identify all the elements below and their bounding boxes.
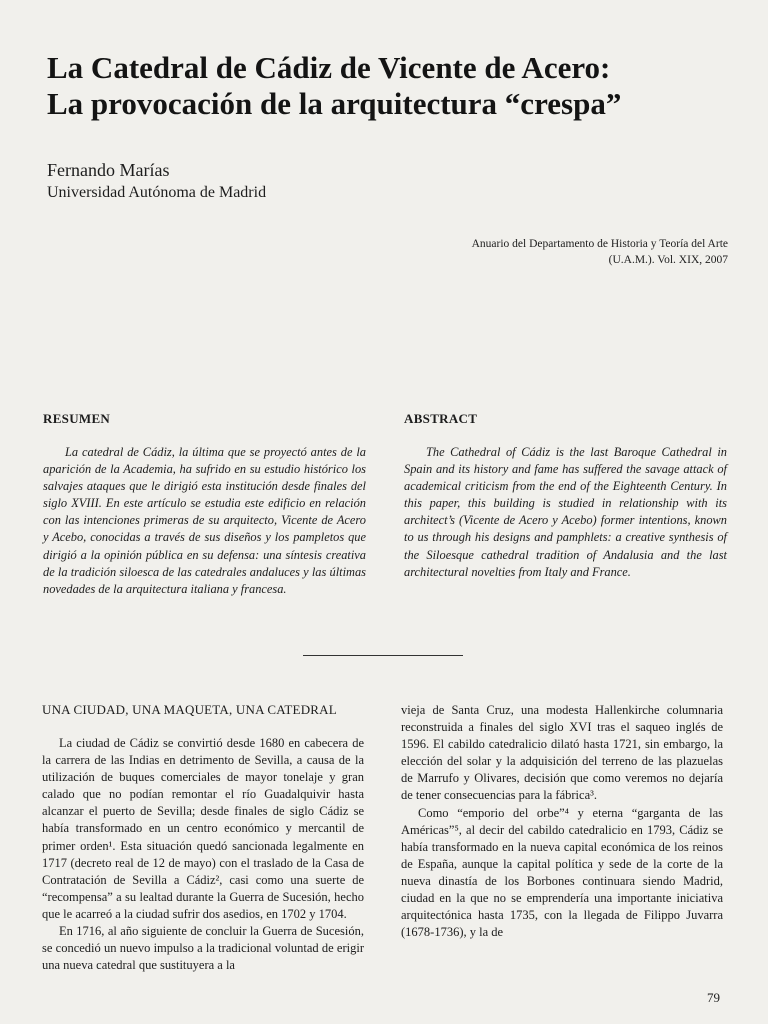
section-divider [303, 655, 463, 656]
resumen-text: La catedral de Cádiz, la última que se proyectó antes de la aparición de la Academia, ha sufrido en su estudio histórico los salvajes ataques que le dirigió esta institución desde finales del siglo XVIII. En este artículo se estudia este edificio en relación con las intenciones primeras de su arquitecto, Vicente de Acero y Acebo, conocidas a través de sus diseños y los pampletos que dirigió a la opinión pública en su defensa: una síntesis creativa de la tradición siloesca de las catedrales andaluces y las últimas novedades de la arquitectura italiana y francesa. [43, 445, 366, 596]
section-heading: UNA CIUDAD, UNA MAQUETA, UNA CATEDRAL [42, 702, 337, 717]
author-name: Fernando Marías [47, 160, 170, 180]
title-line-2: La provocación de la arquitectura “crespa” [47, 86, 622, 121]
body-paragraph: La ciudad de Cádiz se convirtió desde 1680 en cabecera de la carrera de las Indias en detrimento de Sevilla, a causa de la utilización de buques comerciales de mayor tonelaje y gran calado que no podían remontar el río Guadalquivir hasta alcanzar el puerto de Sevilla; desde finales de siglo Cádiz se había transformado en un centro económico y mercantil de primer orden¹. Esta situación quedó sancionada legalmente en 1717 (decreto real de 12 de mayo) con el traslado de la Casa de Contratación de Sevilla a Cádiz², casi como una suerte de “recompensa” a su lealtad durante la Guerra de Sucesión, hecho que le acarreó a la ciudad sufrir dos asedios, en 1702 y 1704. [42, 736, 364, 921]
author-affiliation: Universidad Autónoma de Madrid [47, 184, 267, 201]
abstract-text: The Cathedral of Cádiz is the last Baroque Cathedral in Spain and its history and fame has suffered the savage attack of academical criticism from the end of the Eighteenth Century. In this paper, this building is studied in relationship with its architect’s (Vicente de Acero y Acebo) former intentions, known to us through his designs and pamphlets: a creative synthesis of the Siloesque cathedral tradition of Andalusia and the last architectural novelties from Italy and France. [404, 445, 727, 579]
body-paragraph: vieja de Santa Cruz, una modesta Hallenkirche columnaria reconstruida a finales del siglo XVI tras el saqueo inglés de 1596. El cabildo catedralicio dilató hasta 1721, sin embargo, la elección del solar y la adquisición del terreno de las plazuelas de Marrufo y Olivares, decisión que como veremos no dejaría de tener consecuencias para la fábrica³. [401, 703, 723, 803]
body-paragraph: Como “emporio del orbe”⁴ y eterna “garganta de las Américas”⁵, al decir del cabildo catedralicio en 1793, Cádiz se había transformado en la nueva capital económica de los reinos de España, aunque la capital política y sede de la corte de la nueva dinastía de los Borbones continuara siendo Madrid, ciudad en la que no se emprendería una importante iniciativa arquitectónica hasta 1735, con la llegada de Filippo Juvarra (1678-1736), y la de [401, 805, 723, 940]
abstract-heading: ABSTRACT [404, 411, 478, 426]
title-line-1: La Catedral de Cádiz de Vicente de Acero: [47, 50, 611, 85]
article-title [47, 50, 737, 122]
body-column-left [42, 735, 364, 974]
journal-citation [348, 236, 728, 268]
page-number: 79 [707, 990, 720, 1005]
body-column-right [401, 702, 723, 941]
journal-line-1: Anuario del Departamento de Historia y Teoría del Arte [471, 238, 728, 250]
body-paragraph: En 1716, al año siguiente de concluir la Guerra de Sucesión, se concedió un nuevo impulso a la tradicional voluntad de erigir una nueva catedral que sustituyera a la [42, 924, 364, 973]
journal-line-2: (U.A.M.). Vol. XIX, 2007 [608, 254, 728, 266]
resumen-heading: RESUMEN [43, 411, 111, 426]
